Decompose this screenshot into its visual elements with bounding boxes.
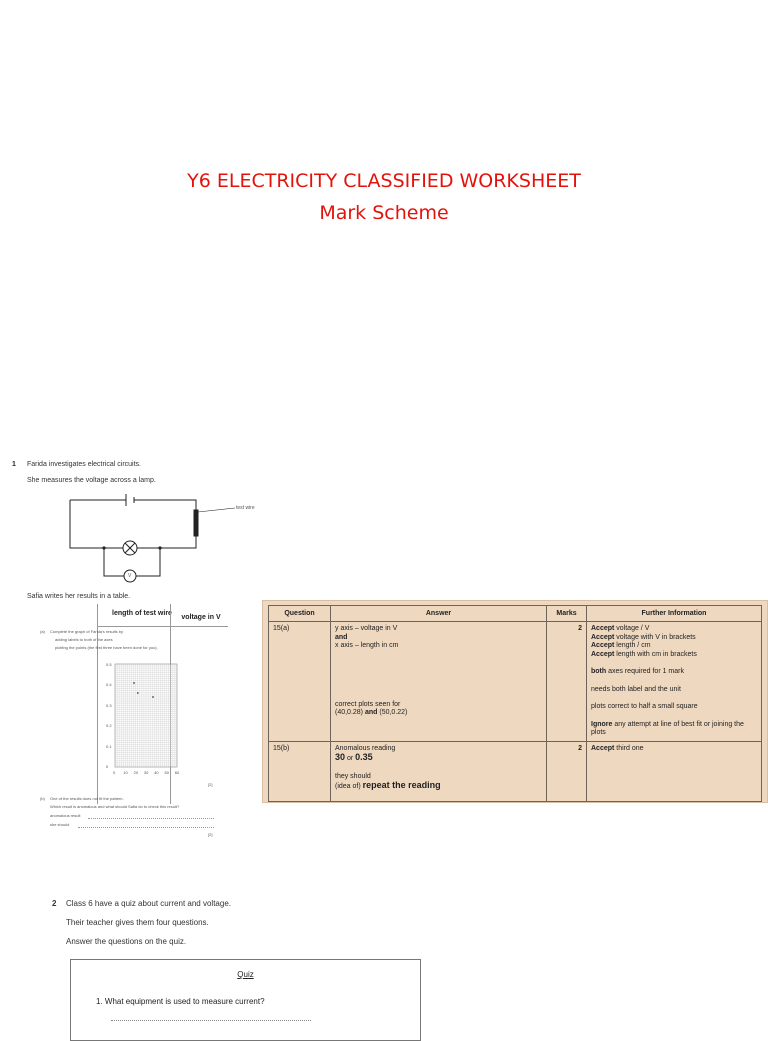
graph-x-tick: 60 [174,770,180,775]
graph-plot-point [133,682,135,684]
graph-x-tick: 10 [123,770,128,775]
graph-y-tick: 0 [106,764,109,769]
row-15b-info: Accept third one [587,741,762,801]
header-marks: Marks [547,606,587,622]
quiz-box [70,959,421,1041]
question-2-line-1: Class 6 have a quiz about current and voltage. [66,899,231,908]
graph-y-tick: 0.3 [106,702,112,708]
voltmeter-label: V [128,573,132,579]
part-b-text: One of the results does not fit the pattern. [50,796,124,801]
part-b-label: (b) [40,796,45,801]
graph-x-tick: 30 [143,770,149,775]
part-a-marks: [2] [208,782,213,787]
test-wire-label: test wire [236,505,255,511]
header-question: Question [269,606,331,622]
graph-x-tick: 40 [154,770,159,775]
graph-x-tick: 50 [164,770,169,775]
question-2-line-2: Their teacher gives them four questions. [66,918,209,927]
part-b-text-2: Which result is anomalous and what should Safia do to check this result? [50,804,180,809]
quiz-title: Quiz [237,970,254,979]
row-15a-marks: 2 [547,622,587,742]
question-1-line-2: She measures the voltage across a lamp. [27,477,156,484]
worksheet-title: Y6 ELECTRICITY CLASSIFIED WORKSHEET [187,170,581,192]
row-15a-info: Accept voltage / V Accept voltage with V in brackets Accept length / cm Accept length with cm in brackets both axes required for 1 mark needs both label and the unit plots correct to half a small square Ignore any attempt at line of best fit or joining the plots [587,622,762,742]
row-15a-question: 15(a) [269,622,331,742]
question-1-line-1: Farida investigates electrical circuits. [27,461,141,468]
graph-y-tick: 0.2 [106,723,112,729]
safia-line: Safia writes her results in a table. [27,593,131,600]
results-col-voltage: voltage in V [181,614,221,621]
question-2-line-3: Answer the questions on the quiz. [66,937,187,946]
results-graph [105,660,185,772]
question-2-number: 2 [52,899,57,908]
quiz-question-1: 1. What equipment is used to measure current? [96,997,265,1006]
part-a-bullet-2: plotting the points (the first three have been done for you). [55,645,158,650]
results-col-length: length of test wire [112,610,172,617]
she-should-label: she should [50,822,70,827]
row-15b-marks: 2 [547,741,587,801]
graph-y-tick: 0.5 [106,662,112,667]
graph-y-tick: 0.1 [106,743,112,749]
graph-y-tick: 0.4 [106,682,112,688]
part-b-marks: [2] [208,832,213,837]
part-a-label: (a) [40,629,45,634]
row-15b-answer: Anomalous reading 30 or 0.35 they should (idea of) repeat the reading [331,741,547,801]
mark-scheme-subtitle: Mark Scheme [319,202,449,224]
graph-plot-point [137,692,139,694]
graph-x-tick: 20 [133,770,139,775]
header-further-information: Further Information [587,606,762,622]
anomalous-result-label: anomalous result [50,813,81,818]
mark-scheme-table [262,600,768,803]
question-1-number: 1 [12,461,16,468]
quiz-answer-line [111,1020,311,1021]
part-a-text: Complete the graph of Farida's results by [50,629,124,634]
row-15a-answer: y axis – voltage in V and x axis – length in cm correct plots seen for (40,0.28) and (50,0.22) [331,622,547,742]
graph-x-tick: 0 [113,770,116,775]
row-15b-question: 15(b) [269,741,331,801]
header-answer: Answer [331,606,547,622]
graph-plot-point [152,696,154,698]
part-a-bullet-1: adding labels to both of the axes [55,637,113,642]
